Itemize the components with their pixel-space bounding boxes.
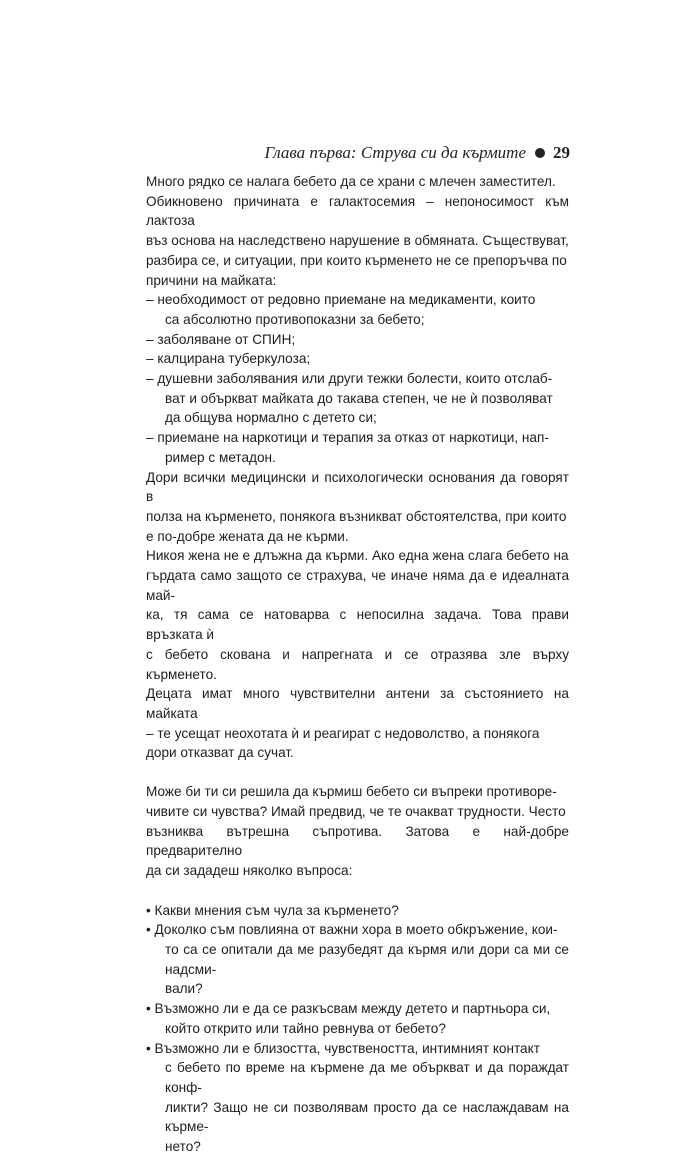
page-number: 29 — [553, 143, 570, 162]
bullet-item-continuation: то са се опитали да ме разубедят да кърмя или дори са ми се надсми- — [165, 942, 569, 977]
body-text — [146, 172, 569, 1157]
bullet-item-continuation: ликти? Защо не си позволявам просто да се наслаждавам на кърме- — [165, 1099, 569, 1135]
list-item-continuation: ват и объркват майката до такава степен, че не ѝ позволяват — [165, 390, 553, 406]
text-line: Може би ти си решила да кърмиш бебето си въпреки противоре- — [146, 784, 557, 800]
text-line: Много рядко се налага бебето да се храни с млечен заместител. — [146, 174, 556, 189]
text-line: – те усещат неохотата ѝ и реагират с недоволство, а понякога — [146, 725, 540, 741]
bullet-item: • Възможно ли е да се разкъсвам между детето и партньора си, — [146, 1001, 551, 1017]
bullet-item-continuation: който открито или тайно ревнува от бебето? — [165, 1020, 446, 1036]
text-line: Децата имат много чувствителни антени за състоянието на майката — [146, 686, 569, 721]
text-line: възниква вътрешна съпротива. Затова е най-добре предварително — [146, 823, 569, 859]
text-line: чивите си чувства? Имай предвид, че те очакват трудности. Често — [146, 803, 566, 819]
bullet-dot-icon — [535, 148, 545, 158]
bullet-item-continuation: вали? — [165, 981, 203, 997]
text-line: с бебето скована и напрегната и се отразява зле върху кърменето. — [146, 646, 569, 682]
bullet-item: • Възможно ли е близостта, чувствеността, интимният контакт — [146, 1040, 540, 1056]
paragraph-gap — [146, 763, 569, 782]
text-line: Дори всички медицински и психологически основания да говорят в — [146, 469, 569, 505]
list-item: – душевни заболявания или други тежки болести, които отслаб- — [146, 371, 553, 387]
text-line: въз основа на наследствено нарушение в обмяната. Съществуват, — [146, 233, 569, 249]
text-line: Обикновено причината е галактосемия – непоносимост към лактоза — [146, 193, 569, 229]
text-line: разбира се, и ситуации, при които кърменето не се препоръчва по — [146, 252, 567, 268]
chapter-title: Глава първа: Стрyва си да кърмите — [264, 143, 526, 162]
list-item: – калцирана туберкулоза; — [146, 351, 311, 367]
list-item: – необходимост от редовно приемане на медикаменти, които — [146, 292, 536, 308]
list-item-continuation: ример с метадон. — [165, 449, 276, 465]
bullet-item-continuation: с бебето по време на кърмене да ме объркват и да пораждат конф- — [165, 1060, 569, 1095]
text-line: полза на кърменето, понякога възникват обстоятелства, при които — [146, 508, 567, 524]
text-line: да си зададеш няколко въпроса: — [146, 862, 353, 878]
text-line: причини на майката: — [146, 272, 277, 288]
paragraph-gap — [146, 881, 569, 901]
bullet-item-continuation: нето? — [165, 1139, 201, 1155]
text-line: гърдата само защото се страхува, че иначе няма да е идеалната май- — [146, 568, 569, 603]
bullet-item: • Какви мнения съм чула за кърменето? — [146, 902, 399, 918]
running-head — [200, 141, 570, 165]
list-item: – заболяване от СПИН; — [146, 331, 296, 347]
text-line: Никоя жена не е длъжна да кърми. Ако една жена слага бебето на — [146, 548, 569, 564]
bullet-item: • Доколко съм повлияна от важни хора в моето обкръжение, кои- — [146, 922, 558, 938]
list-item: – приемане на наркотици и терапия за отказ от наркотици, нап- — [146, 430, 549, 446]
text-line: дори отказват да сучат. — [146, 745, 294, 761]
text-line: ка, тя сама се натоварва с непосилна задача. Това прави връзката ѝ — [146, 607, 569, 643]
list-item-continuation: са абсолютно противопоказни за бебето; — [165, 311, 425, 327]
list-item-continuation: да общува нормално с детето си; — [165, 410, 377, 426]
text-line: е по-добре жената да не кърми. — [146, 528, 349, 544]
